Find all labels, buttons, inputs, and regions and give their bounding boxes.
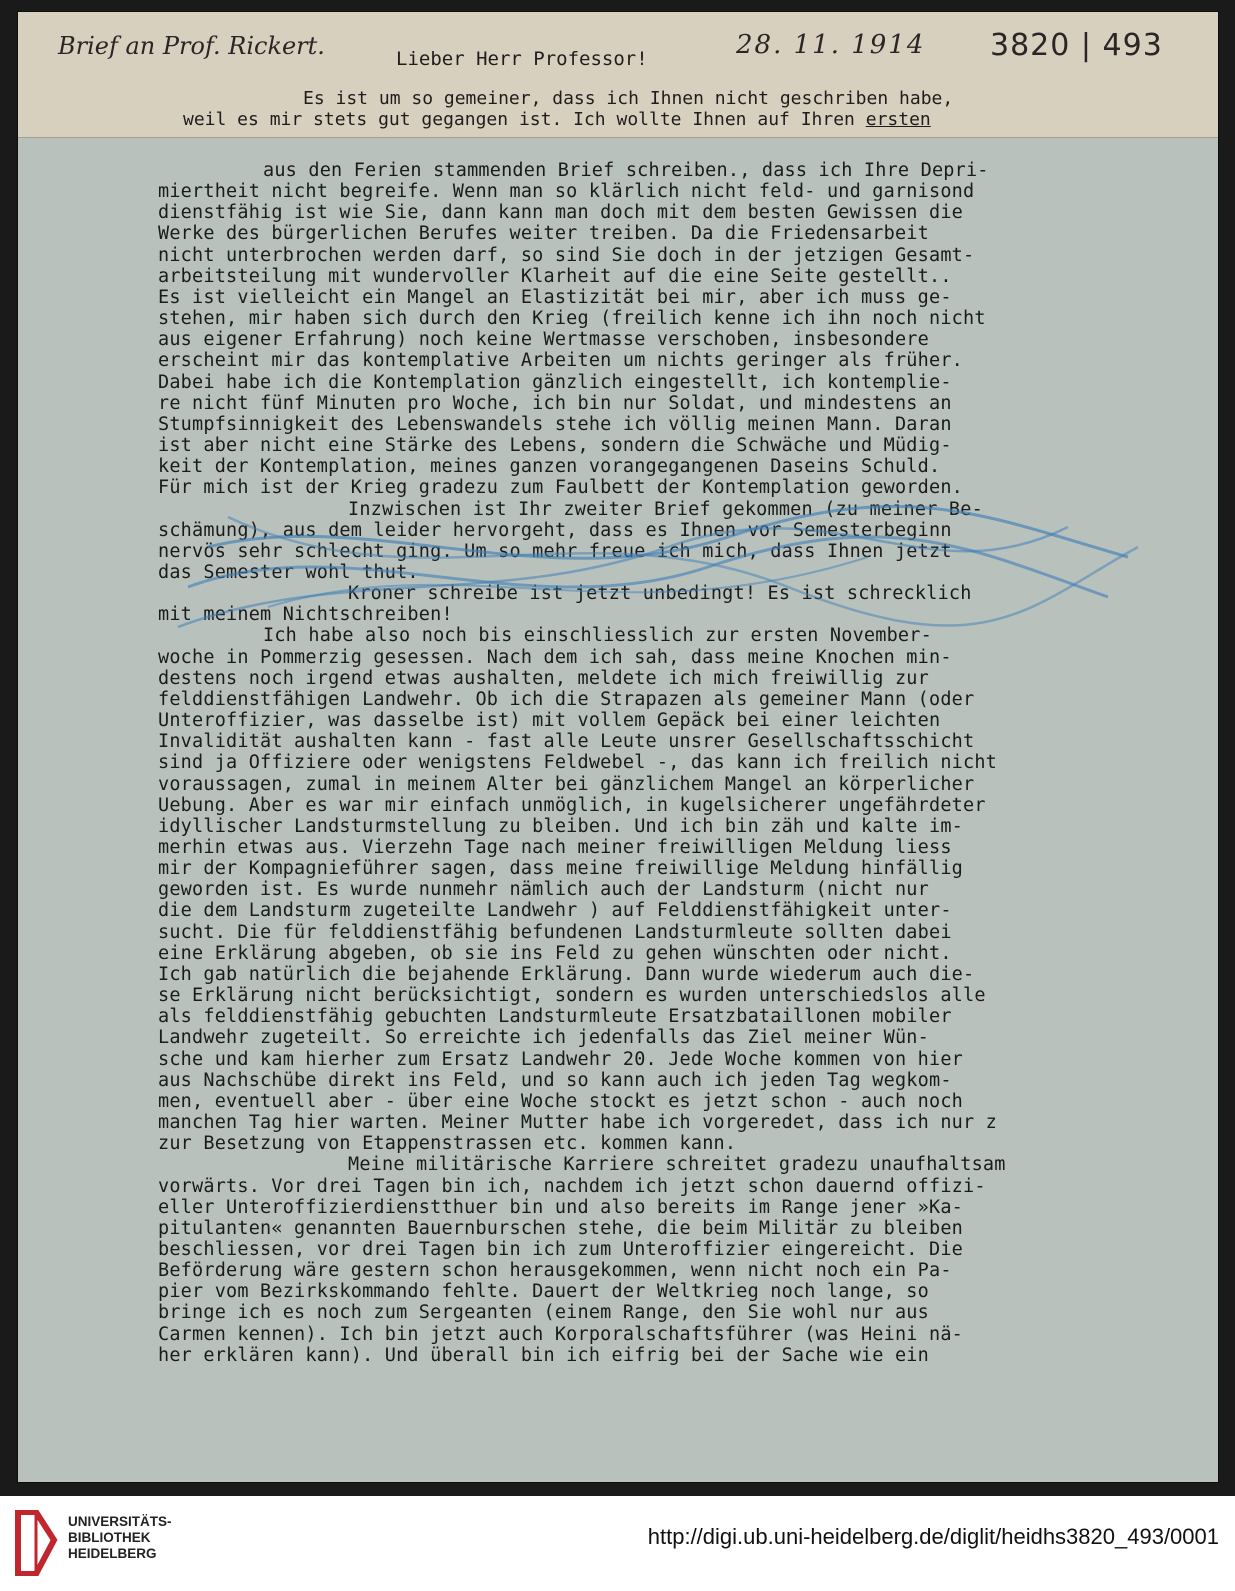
body-line: das Semester wohl thut. [158, 561, 419, 583]
handwritten-title: Brief an Prof. Rickert. [58, 32, 325, 60]
source-url-link[interactable]: http://digi.ub.uni-heidelberg.de/diglit/heidhs3820_493/0001 [647, 1524, 1219, 1549]
body-line: Stumpfsinnigkeit des Lebenswandels stehe ich völlig meinen Mann. Daran [158, 413, 952, 435]
body-line: nervös sehr schlecht ging. Um so mehr freue ich mich, dass Ihnen jetzt [158, 540, 952, 562]
body-line: eine Erklärung abgeben, ob sie ins Feld zu gehen wünschten oder nicht. [158, 942, 952, 964]
body-line: Meine militärische Karriere schreitet gradezu unaufhaltsam [348, 1154, 1006, 1176]
body-line: manchen Tag hier warten. Meiner Mutter habe ich vorgeredet, dass ich nur z [158, 1112, 998, 1134]
body-line: vorwärts. Vor drei Tagen bin ich, nachdem ich jetzt schon dauernd offizi- [158, 1175, 986, 1197]
body-line: geworden ist. Es wurde nunmehr nämlich auch der Landsturm (nicht nur [158, 879, 929, 901]
body-line: woche in Pommerzig gesessen. Nach dem ich sah, dass meine Knochen min- [158, 646, 952, 668]
body-line: her erklären kann). Und überall bin ich eifrig bei der Sache wie ein [158, 1344, 929, 1366]
body-line: mit meinem Nichtschreiben! [158, 604, 453, 626]
body-line: Ich habe also noch bis einschliesslich zur ersten November- [263, 625, 932, 647]
intro-line-text: weil es mir stets gut gegangen ist. Ich wollte Ihnen auf Ihren [183, 109, 866, 130]
body-line: zur Besetzung von Etappenstrassen etc. kommen kann. [158, 1133, 737, 1155]
body-line: sind ja Offiziere oder wenigstens Feldwebel -, das kann ich freilich nicht [158, 752, 998, 774]
body-line: merhin etwas aus. Vierzehn Tage nach meiner freiwilligen Meldung liess [158, 837, 952, 858]
library-name-line: BIBLIOTHEK [68, 1530, 151, 1545]
underlined-word: ersten [865, 109, 931, 130]
body-line: ist aber nicht eine Stärke des Lebens, sondern die Schwäche und Müdig- [158, 435, 952, 457]
body-line: Inzwischen ist Ihr zweiter Brief gekommen (zu meiner Be- [348, 498, 983, 520]
body-line: destens noch irgend etwas aushalten, meldete ich mich freiwillig zur [158, 667, 929, 689]
intro-line: Es ist um so gemeiner, dass ich Ihnen nicht geschriben habe, [303, 88, 954, 109]
body-line: dienstfähig ist wie Sie, dann kann man doch mit dem besten Gewissen die [158, 202, 963, 224]
handwritten-shelfmark: 3820 | 493 [990, 28, 1163, 63]
intro-line [183, 109, 1193, 130]
body-line: Werke des bürgerlichen Berufes weiter treiben. Da die Friedensarbeit [158, 223, 929, 245]
body-line: Unteroffizier, was dasselbe ist) mit vollem Gepäck bei einer leichten [158, 710, 941, 732]
body-line: keit der Kontemplation, meines ganzen vorangegangenen Daseins Schuld. [158, 456, 941, 478]
body-line: stehen, mir haben sich durch den Krieg (freilich kenne ich ihn noch nicht [158, 308, 986, 330]
letter-top-strip [18, 12, 1218, 138]
body-line: als felddienstfähig gebuchten Landsturmleute Ersatzbataillonen mobiler [158, 1006, 952, 1028]
body-line: Für mich ist der Krieg gradezu zum Faulbett der Kontemplation geworden. [158, 477, 963, 499]
body-line: sche und kam hierher zum Ersatz Landwehr 20. Jede Woche kommen von hier [158, 1048, 963, 1070]
library-name [68, 1514, 172, 1562]
body-line: Dabei habe ich die Kontemplation gänzlich eingestellt, ich kontemplie- [158, 371, 952, 393]
intro-paragraph [183, 88, 1193, 130]
body-line: Invalidität aushalten kann - fast alle Leute unsrer Gesellschaftsschicht [158, 731, 975, 753]
body-line: bringe ich es noch zum Sergeanten (einem Range, den Sie wohl nur aus [158, 1302, 929, 1324]
body-line: re nicht fünf Minuten pro Woche, ich bin nur Soldat, und mindestens an [158, 392, 952, 414]
body-line: aus den Ferien stammenden Brief schreiben., dass ich Ihre Depri- [263, 160, 989, 181]
body-line: miertheit nicht begreife. Wenn man so klärlich nicht feld- und garnisond [158, 181, 975, 203]
handwritten-date: 28. 11. 1914 [736, 30, 926, 60]
body-line: die dem Landsturm zugeteilte Landwehr ) auf Felddienstfähigkeit unter- [158, 900, 952, 922]
body-line: eller Unteroffizierdienstthuer bin und also bereits im Range jener »Ka- [158, 1196, 963, 1218]
body-line: schämung), aus dem leider hervorgeht, dass es Ihnen vor Semesterbeginn [158, 519, 952, 541]
body-line: Es ist vielleicht ein Mangel an Elastizität bei mir, aber ich muss ge- [158, 286, 952, 308]
body-line: felddienstfähigen Landwehr. Ob ich die Strapazen als gemeiner Mann (oder [158, 688, 975, 710]
body-line: men, eventuell aber - über eine Woche stockt es jetzt schon - auch noch [158, 1090, 963, 1112]
body-line: idyllischer Landsturmstellung zu bleiben. Und ich bin zäh und kalte im- [158, 815, 963, 837]
body-line: aus Nachschübe direkt ins Feld, und so kann auch ich jeden Tag wegkom- [158, 1069, 952, 1091]
body-line: Carmen kennen). Ich bin jetzt auch Korporalschaftsführer (was Heini nä- [158, 1323, 963, 1345]
body-line: pier vom Bezirkskommando fehlte. Dauert der Weltkrieg noch lange, so [158, 1281, 929, 1303]
library-logo-icon [14, 1510, 58, 1576]
body-line: pitulanten« genannten Bauernburschen stehe, die beim Militär zu bleiben [158, 1217, 963, 1239]
body-line: se Erklärung nicht berücksichtigt, sondern es wurden unterschiedslos alle [158, 985, 986, 1007]
viewer-footer [0, 1496, 1235, 1591]
body-line: Beförderung wäre gestern schon herausgekommen, wenn nicht noch ein Pa- [158, 1260, 952, 1282]
letter-body [158, 160, 1208, 1366]
body-line: nicht unterbrochen werden darf, so sind Sie doch in der jetzigen Gesamt- [158, 244, 975, 266]
body-line: mir der Kompagnieführer sagen, dass meine freiwillige Meldung hinfällig [158, 858, 963, 880]
body-line: Kroner schreibe ist jetzt unbedingt! Es ist schrecklich [348, 583, 972, 605]
body-line: arbeitsteilung mit wundervoller Klarheit auf die eine Seite gestellt.. [158, 265, 952, 287]
body-line: Ich gab natürlich die bejahende Erklärung. Dann wurde wiederum auch die- [158, 963, 975, 985]
library-name-line: HEIDELBERG [68, 1546, 157, 1561]
letter-page [18, 12, 1218, 1482]
library-name-line: UNIVERSITÄTS- [68, 1514, 172, 1529]
body-line: Landwehr zugeteilt. So erreichte ich jedenfalls das Ziel meiner Wün- [158, 1027, 929, 1049]
body-line: sucht. Die für felddienstfähig befundenen Landsturmleute sollten dabei [158, 921, 952, 943]
body-line: aus eigener Erfahrung) noch keine Wertmasse verschoben, insbesondere [158, 329, 929, 351]
body-line: beschliessen, vor drei Tagen bin ich zum Unteroffizier eingereicht. Die [158, 1238, 963, 1260]
body-line: voraussagen, zumal in meinem Alter bei gänzlichem Mangel an körperlicher [158, 773, 975, 795]
body-line: Uebung. Aber es war mir einfach unmöglich, in kugelsicherer ungefährdeter [158, 794, 986, 816]
body-line: erscheint mir das kontemplative Arbeiten um nichts geringer als früher. [158, 350, 963, 372]
salutation: Lieber Herr Professor! [396, 48, 648, 70]
